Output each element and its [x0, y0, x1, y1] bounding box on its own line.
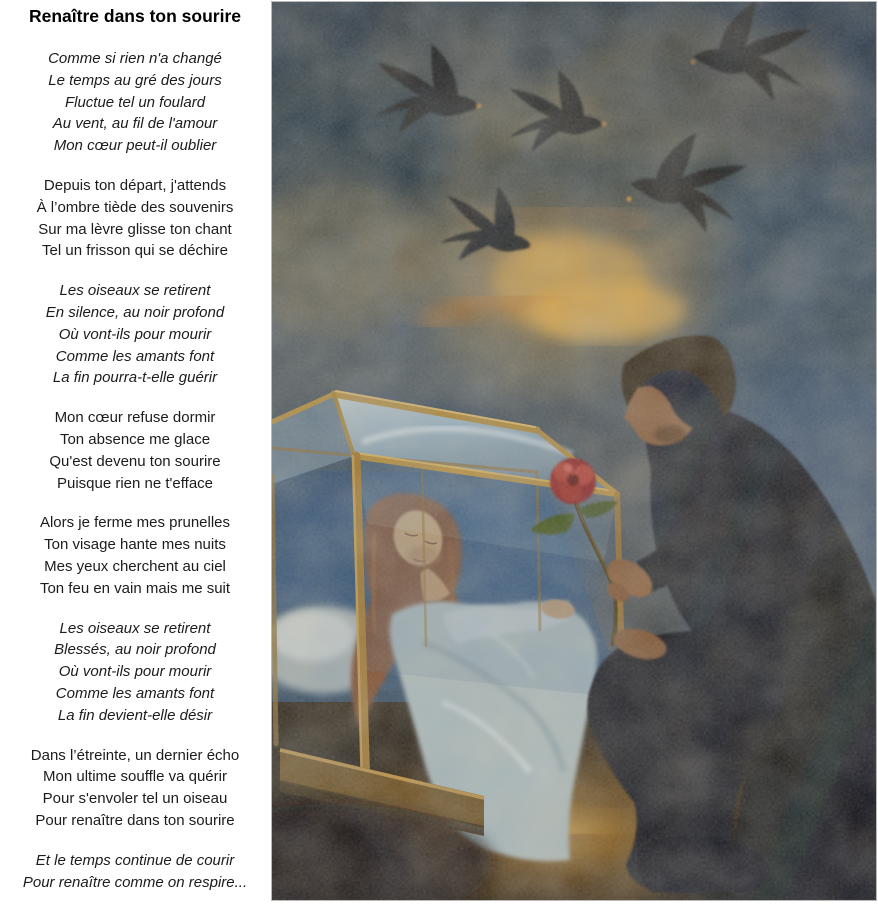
poem-line: Depuis ton départ, j'attends [43, 176, 227, 194]
stanza-4 [0, 407, 270, 494]
poem-line: Ton absence me glace [59, 430, 211, 448]
painting-frame [271, 1, 877, 901]
rose-bloom [550, 458, 596, 504]
poem-line: En silence, au noir profond [45, 303, 225, 321]
poem-line: Le temps au gré des jours [48, 71, 222, 89]
stanza-2 [0, 175, 270, 262]
poem-line: Blessés, au noir profond [54, 641, 216, 659]
poem-line: Fluctue tel un foulard [64, 93, 206, 111]
poem-line: Pour renaître dans ton sourire [35, 811, 235, 829]
poem-line: La fin pourra-t-elle guérir [52, 369, 218, 387]
poem-line: Comme si rien n'a changé [48, 50, 222, 67]
stanza-3 [0, 280, 270, 389]
poem-line: Tel un frisson qui se déchire [42, 242, 228, 260]
stanza-5 [0, 512, 270, 599]
poem-line: Qu'est devenu ton sourire [49, 452, 221, 470]
poem-line: Mon cœur refuse dormir [54, 409, 216, 427]
stanza-1 [0, 48, 270, 157]
poem-line: Pour renaître comme on respire... [22, 873, 248, 891]
poem-title: Renaître dans ton sourire [29, 6, 241, 26]
poem-line: Et le temps continue de courir [35, 851, 235, 869]
stanza-8 [0, 850, 270, 894]
poem-line: Comme les amants font [55, 684, 215, 702]
painting-canvas [272, 2, 876, 900]
poem-line: Dans l’étreinte, un dernier écho [30, 746, 240, 764]
poem-line: À l’ombre tiède des souvenirs [36, 198, 234, 216]
poem-line: Au vent, au fil de l'amour [52, 115, 218, 133]
stanza-7 [0, 745, 270, 832]
poem-line: Ton feu en vain mais me suit [39, 579, 231, 597]
poem-line: La fin devient-elle désir [57, 706, 213, 724]
poem-line: Où vont-ils pour mourir [58, 325, 212, 343]
poem-line: Mon ultime souffle va quérir [43, 768, 227, 786]
poem-line: Comme les amants font [55, 347, 215, 365]
poem-column [0, 0, 270, 907]
poem-line: Mes yeux cherchent au ciel [44, 557, 226, 575]
poem-line: Puisque rien ne t'efface [56, 474, 214, 492]
poem-line: Où vont-ils pour mourir [58, 663, 212, 681]
stanza-6 [0, 618, 270, 727]
poem-line: Ton visage hante mes nuits [44, 536, 226, 554]
poem-line: Alors je ferme mes prunelles [39, 514, 231, 532]
poem-line: Sur ma lèvre glisse ton chant [38, 220, 232, 238]
poem-stanzas [0, 48, 270, 893]
poem-line: Les oiseaux se retirent [59, 619, 211, 637]
poem-line: Les oiseaux se retirent [59, 282, 211, 300]
poem-line: Mon cœur peut-il oublier [53, 137, 217, 155]
poem-line: Pour s'envoler tel un oiseau [42, 790, 228, 808]
